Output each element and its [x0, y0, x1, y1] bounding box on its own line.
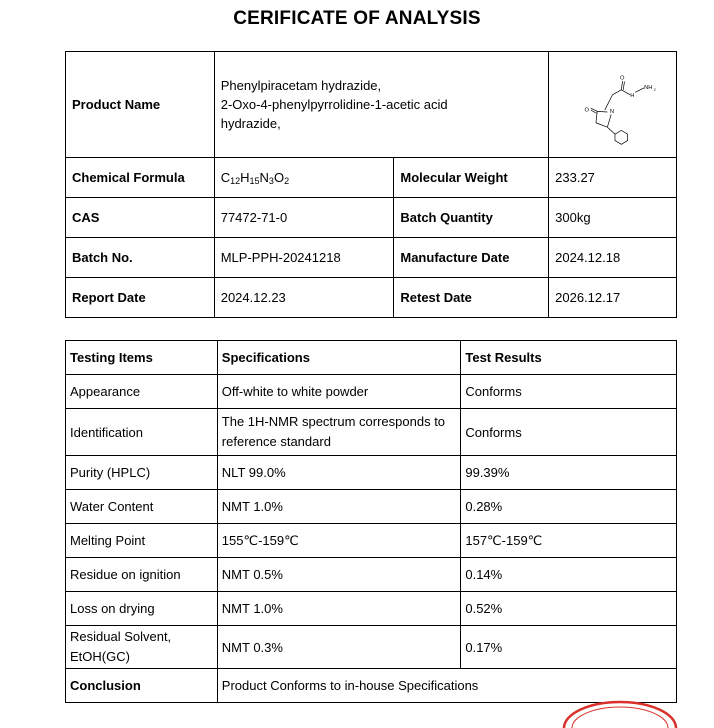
test-item: Appearance — [66, 375, 218, 409]
test-spec-line: reference standard — [221, 434, 331, 449]
info-value: MLP-PPH-20241218 — [214, 238, 394, 278]
structure-label-nh2-sub: 2 — [653, 87, 656, 92]
column-header: Testing Items — [66, 341, 218, 375]
table-row — [66, 558, 677, 592]
structure-label-n: N — [610, 108, 615, 115]
product-name-label: Product Name — [66, 52, 215, 158]
test-result: Conforms — [461, 375, 677, 409]
chemical-structure-diagram — [549, 55, 676, 155]
test-result: Conforms — [461, 409, 677, 456]
product-name-value — [214, 52, 548, 158]
test-result: 0.14% — [461, 558, 677, 592]
product-name-line: 2-Oxo-4-phenylpyrrolidine-1-acetic acid — [220, 97, 448, 112]
info-value: 2026.12.17 — [549, 278, 677, 318]
info-value: 300kg — [549, 198, 677, 238]
table-header-row — [66, 341, 677, 375]
product-name-line: hydrazide, — [220, 116, 281, 131]
info-label: Molecular Weight — [394, 158, 549, 198]
table-row — [66, 375, 677, 409]
test-result: 99.39% — [461, 456, 677, 490]
table-row — [66, 409, 677, 456]
structure-cell — [549, 52, 677, 158]
info-value: 77472-71-0 — [214, 198, 394, 238]
conclusion-text: Product Conforms to in-house Specifications — [217, 669, 676, 703]
test-results-table — [65, 340, 677, 703]
test-item: Identification — [66, 409, 218, 456]
cas-row — [66, 198, 677, 238]
test-spec: NMT 1.0% — [217, 490, 461, 524]
test-spec-line: The 1H-NMR spectrum corresponds to — [221, 414, 446, 429]
test-result: 157℃-159℃ — [461, 524, 677, 558]
company-stamp — [560, 698, 680, 728]
test-item-line: Residual Solvent, — [70, 629, 172, 644]
structure-label-o-ketone: O — [584, 106, 590, 113]
test-item: Purity (HPLC) — [66, 456, 218, 490]
test-item-line: EtOH(GC) — [70, 649, 130, 664]
test-result: 0.52% — [461, 592, 677, 626]
product-name-line: Phenylpiracetam hydrazide, — [220, 78, 382, 93]
test-item: Residue on ignition — [66, 558, 218, 592]
test-item: Water Content — [66, 490, 218, 524]
test-spec: Off-white to white powder — [217, 375, 461, 409]
table-row — [66, 490, 677, 524]
info-value: 2024.12.18 — [549, 238, 677, 278]
product-name-row — [66, 52, 677, 158]
structure-label-o: O — [620, 75, 625, 82]
test-spec: NMT 1.0% — [217, 592, 461, 626]
structure-label-nh: H — [630, 92, 635, 99]
test-spec — [217, 409, 461, 456]
conclusion-label: Conclusion — [66, 669, 218, 703]
test-result: 0.28% — [461, 490, 677, 524]
info-label: Report Date — [66, 278, 215, 318]
table-row — [66, 456, 677, 490]
test-spec: NLT 99.0% — [217, 456, 461, 490]
info-value: 2024.12.23 — [214, 278, 394, 318]
info-label: Batch No. — [66, 238, 215, 278]
test-item: Melting Point — [66, 524, 218, 558]
formula-row — [66, 158, 677, 198]
table-row — [66, 592, 677, 626]
test-spec: NMT 0.3% — [217, 626, 461, 669]
batch-row — [66, 238, 677, 278]
table-row — [66, 626, 677, 669]
info-value: 233.27 — [549, 158, 677, 198]
test-item: Loss on drying — [66, 592, 218, 626]
info-label: Batch Quantity — [394, 198, 549, 238]
chemical-formula-value: $C_{12}H_{15}N_3O_2$ — [214, 158, 394, 198]
test-result: 0.17% — [461, 626, 677, 669]
test-spec: 155℃-159℃ — [217, 524, 461, 558]
column-header: Specifications — [217, 341, 461, 375]
info-label: Manufacture Date — [394, 238, 549, 278]
document-title: CERIFICATE OF ANALYSIS — [233, 8, 481, 29]
product-info-table — [65, 51, 677, 318]
structure-label-nh2: NH — [644, 84, 653, 91]
test-spec: NMT 0.5% — [217, 558, 461, 592]
test-item — [66, 626, 218, 669]
column-header: Test Results — [461, 341, 677, 375]
info-label: CAS — [66, 198, 215, 238]
table-row — [66, 524, 677, 558]
info-label: Retest Date — [394, 278, 549, 318]
info-label: Chemical Formula — [66, 158, 215, 198]
date-row — [66, 278, 677, 318]
